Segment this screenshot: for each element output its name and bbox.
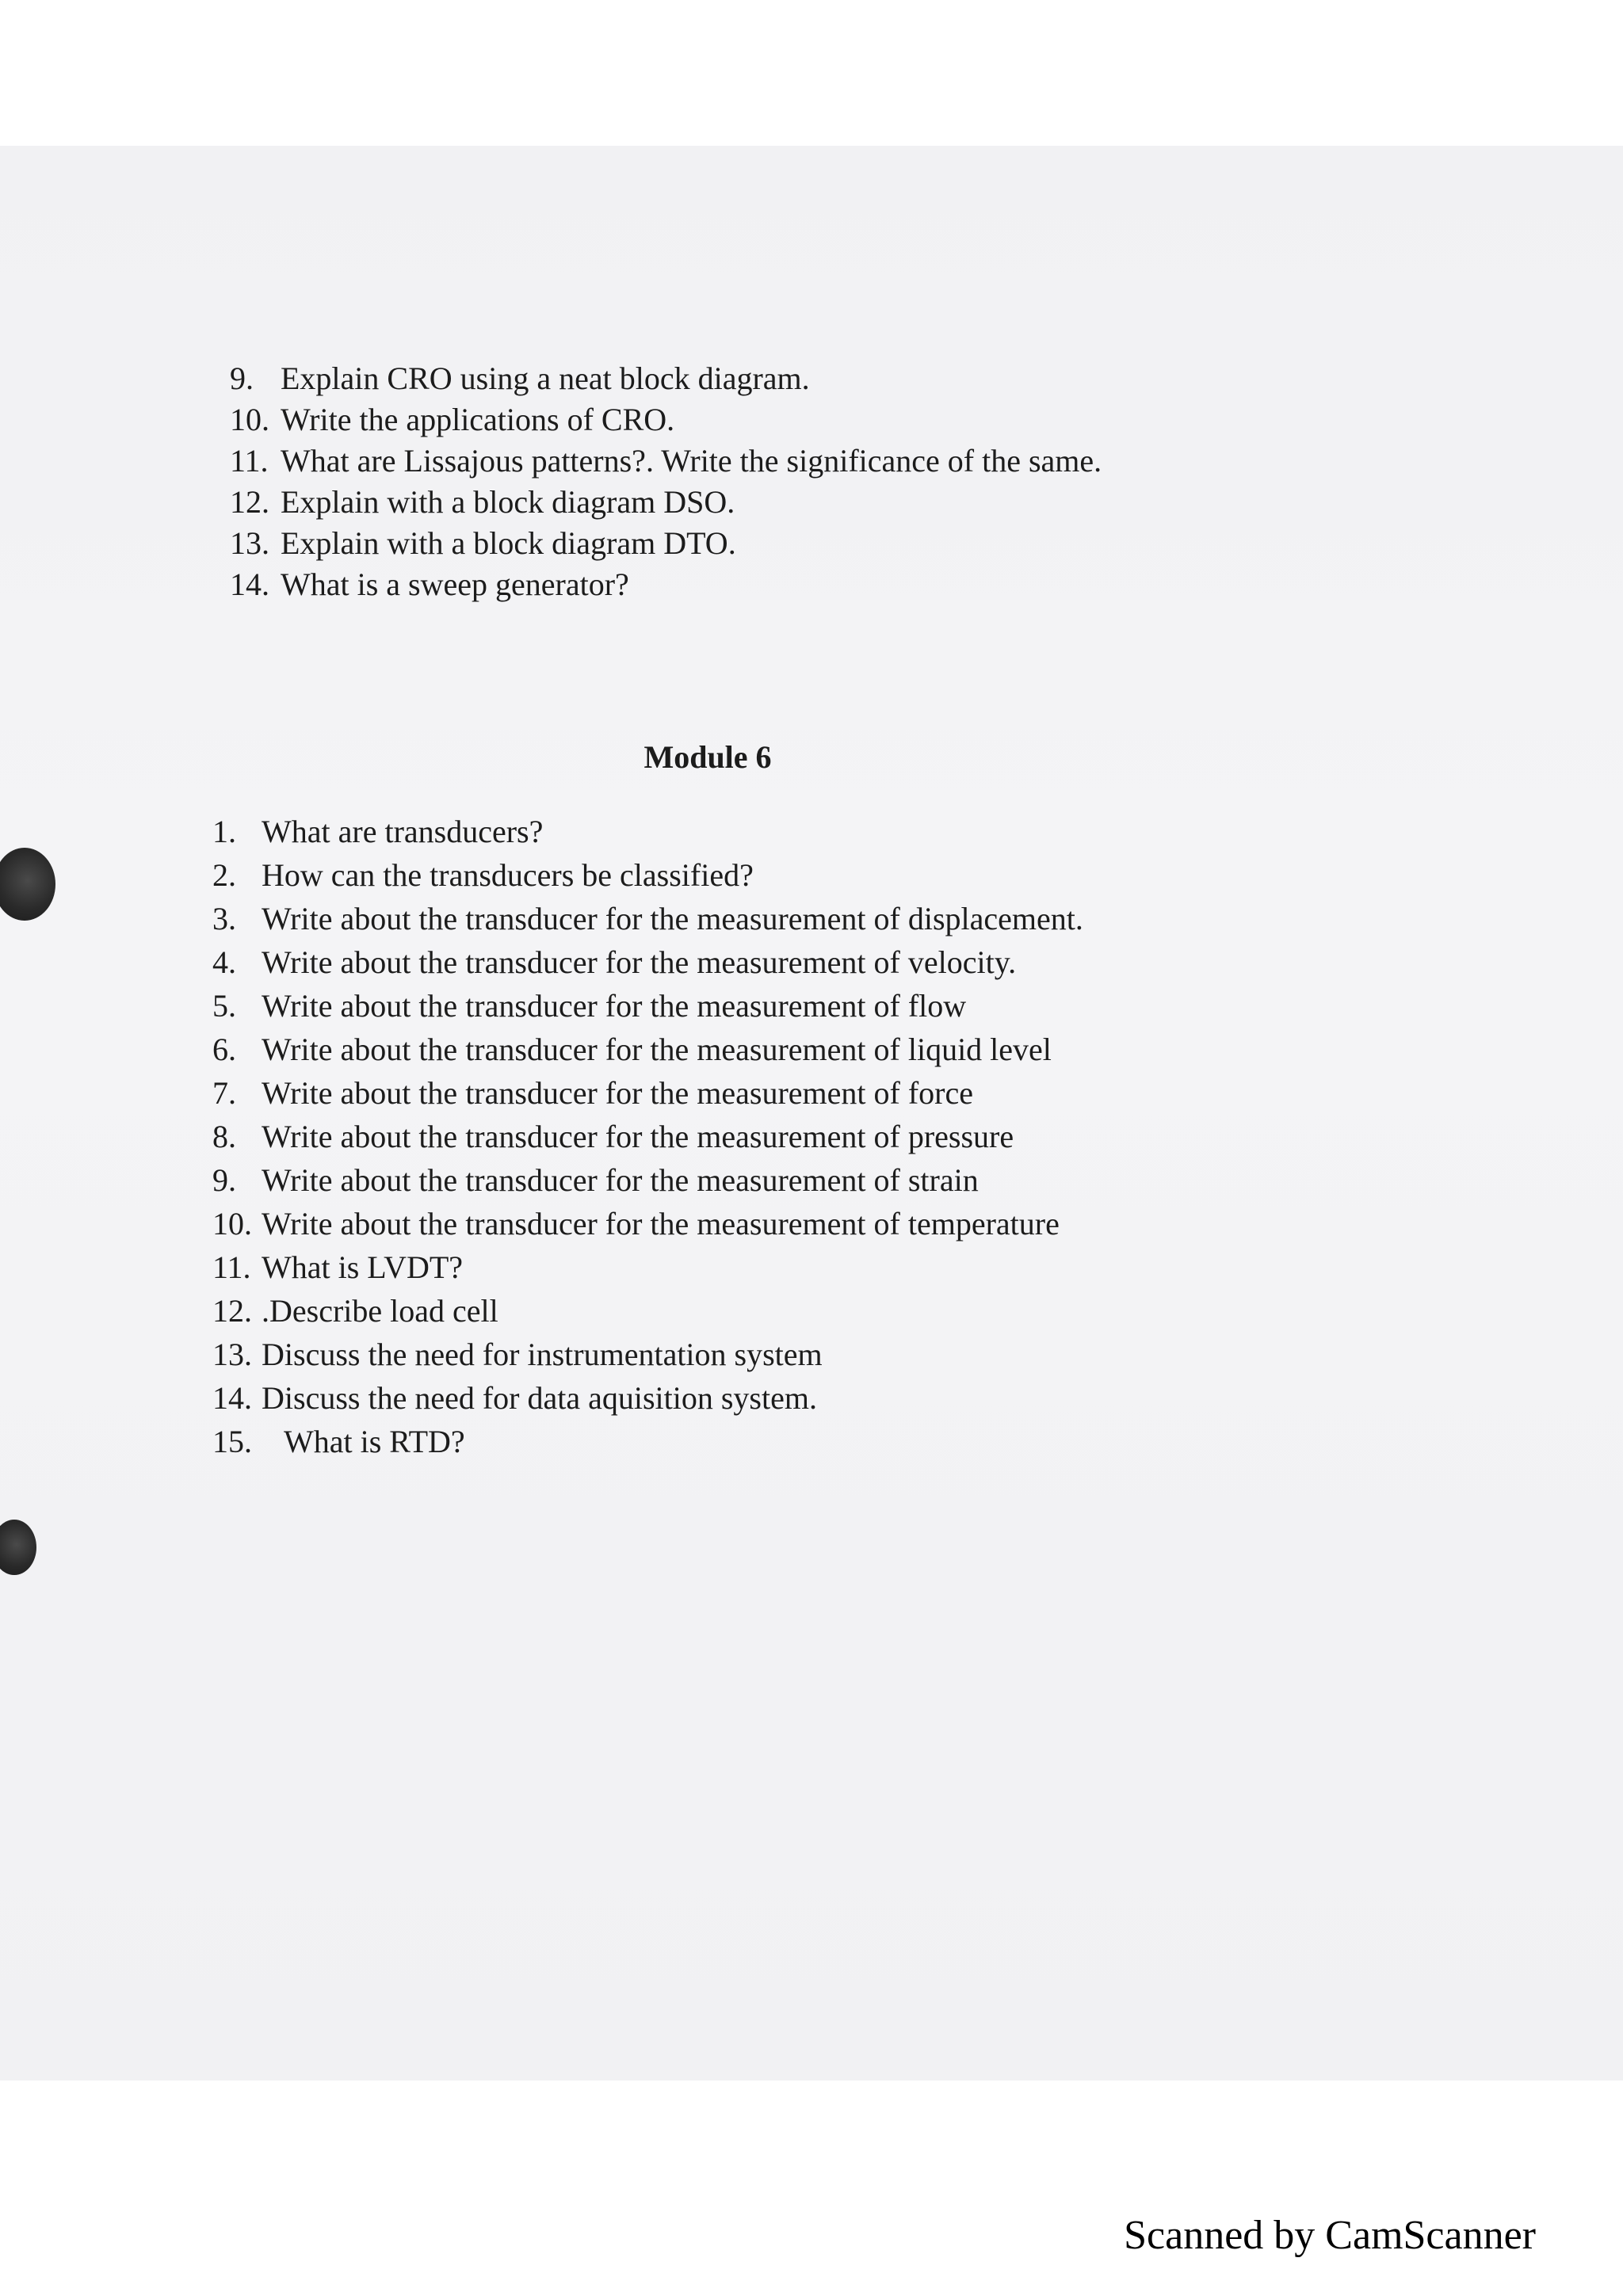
question-item [212, 857, 1083, 903]
question-number: 5. [212, 988, 236, 1024]
question-text: What are Lissajous patterns?. Write the significance of the same. [281, 443, 1102, 479]
question-text: Write about the transducer for the measurement of velocity. [262, 944, 1017, 980]
question-text: What is LVDT? [262, 1249, 464, 1285]
question-text: What is a sweep generator? [281, 566, 629, 602]
scanner-watermark: Scanned by CamScanner [1124, 2213, 1536, 2258]
question-text: Write about the transducer for the measurement of temperature [262, 1206, 1060, 1241]
question-item [230, 445, 1102, 486]
question-number: 15. [212, 1424, 252, 1459]
question-item [212, 1077, 1083, 1121]
question-item [212, 1208, 1083, 1252]
question-number: 10. [212, 1206, 252, 1241]
question-list-previous-module [230, 360, 1102, 610]
question-item [212, 990, 1083, 1034]
question-text: How can the transducers be classified? [262, 857, 754, 893]
question-item [212, 944, 1083, 990]
question-text: Write about the transducer for the measurement of strain [262, 1162, 979, 1198]
question-number: 13. [230, 525, 269, 561]
question-text: Write about the transducer for the measurement of displacement. [262, 901, 1083, 936]
top-margin [0, 0, 1623, 146]
question-item [230, 360, 1102, 404]
question-text: .Describe load cell [262, 1293, 498, 1329]
question-item [212, 816, 1083, 860]
question-text: Discuss the need for data aquisition system. [262, 1380, 817, 1416]
question-text: Discuss the need for instrumentation system [262, 1337, 823, 1372]
question-text: What are transducers? [262, 814, 544, 849]
question-text: Explain with a block diagram DTO. [281, 525, 736, 561]
question-text: Explain with a block diagram DSO. [281, 484, 735, 520]
module-title: Module 6 [643, 739, 772, 775]
question-item [212, 1339, 1083, 1383]
question-number: 1. [212, 814, 236, 849]
question-text: Write about the transducer for the measurement of flow [262, 988, 967, 1024]
question-number: 9. [230, 360, 254, 396]
question-number: 4. [212, 944, 236, 980]
question-text: Explain CRO using a neat block diagram. [281, 360, 810, 396]
question-item [212, 903, 1083, 947]
question-number: 3. [212, 901, 236, 936]
question-item [230, 486, 1102, 528]
question-number: 11. [212, 1249, 251, 1285]
question-number: 7. [212, 1075, 236, 1111]
question-item [230, 566, 1102, 610]
question-text: Write about the transducer for the measurement of force [262, 1075, 973, 1111]
question-number: 2. [212, 857, 236, 893]
question-item [212, 1121, 1083, 1165]
question-text: Write about the transducer for the measurement of pressure [262, 1119, 1014, 1154]
question-number: 13. [212, 1337, 252, 1372]
question-number: 8. [212, 1119, 236, 1154]
question-number: 10. [230, 402, 269, 437]
question-text: Write about the transducer for the measurement of liquid level [262, 1032, 1052, 1067]
question-list-module-6 [212, 816, 1083, 1470]
question-text: Write the applications of CRO. [281, 402, 675, 437]
question-item [212, 1249, 1083, 1295]
question-item [230, 404, 1102, 445]
question-item [212, 1295, 1083, 1339]
question-number: 11. [230, 443, 269, 479]
question-number: 9. [212, 1162, 236, 1198]
question-item [212, 1380, 1083, 1426]
question-number: 12. [212, 1293, 252, 1329]
question-item [212, 1034, 1083, 1077]
question-item [230, 525, 1102, 569]
question-number: 12. [230, 484, 269, 520]
question-text: What is RTD? [284, 1424, 465, 1459]
question-item [212, 1426, 1083, 1470]
question-number: 14. [212, 1380, 252, 1416]
question-number: 6. [212, 1032, 236, 1067]
question-item [212, 1162, 1083, 1208]
question-number: 14. [230, 566, 269, 602]
